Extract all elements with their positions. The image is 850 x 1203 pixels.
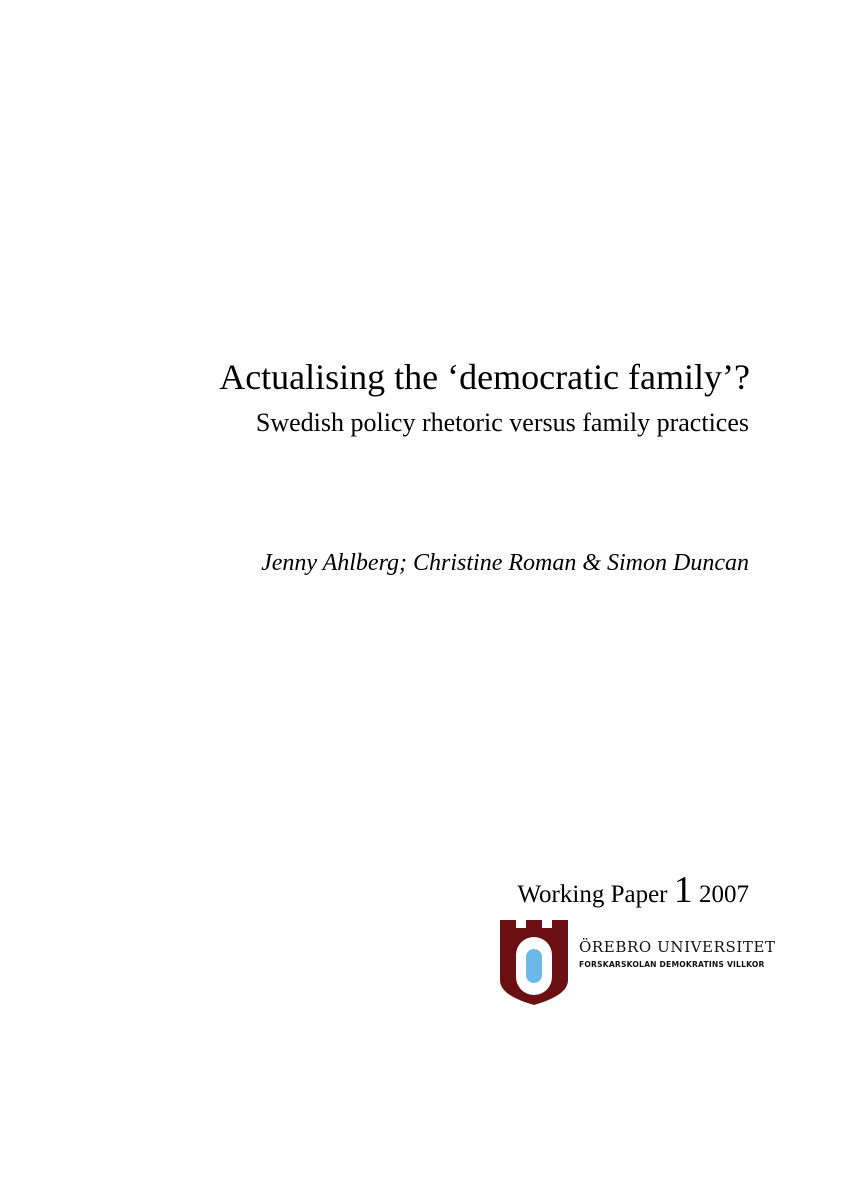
working-paper-label: Working Paper	[517, 881, 668, 908]
orebro-university-shield-icon	[498, 918, 570, 1006]
paper-subtitle: Swedish policy rhetoric versus family practices	[255, 408, 749, 437]
shield-inner-oval	[526, 949, 542, 983]
working-paper-year: 2007	[699, 881, 749, 908]
working-paper-line	[517, 868, 749, 917]
university-logo	[498, 918, 776, 1006]
paper-title: Actualising the ‘democratic family’?	[219, 357, 750, 397]
graduate-school-name: FORSKARSKOLAN DEMOKRATINS VILLKOR	[579, 960, 765, 969]
author-list: Jenny Ahlberg; Christine Roman & Simon Duncan	[261, 550, 749, 576]
working-paper-number: 1	[673, 869, 693, 911]
university-name: ÖREBRO UNIVERSITET	[579, 938, 776, 956]
